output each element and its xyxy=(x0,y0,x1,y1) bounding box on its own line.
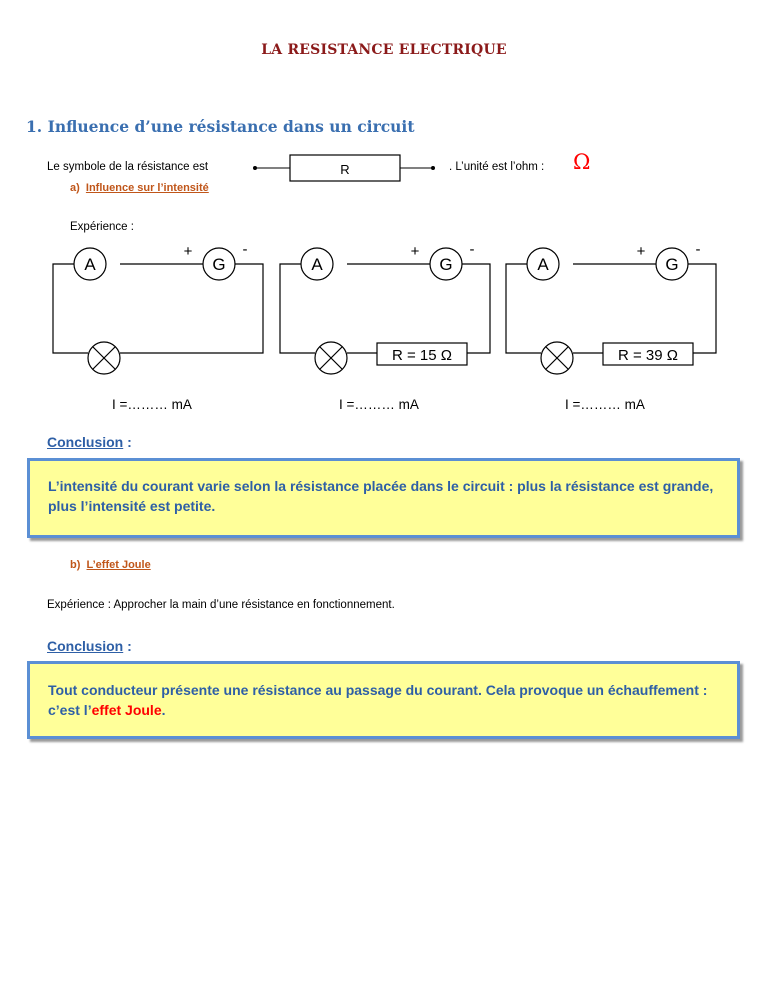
plus-terminal: + xyxy=(410,243,420,260)
conclusion-b-text-before: Tout conducteur présente une résistance au passage du courant. Cela provoque un échauffement : c’est l’ xyxy=(48,682,708,718)
conclusion-a-colon: : xyxy=(123,434,132,450)
subsection-b-label: L’effet Joule xyxy=(86,559,151,571)
resistor-symbol xyxy=(250,150,450,182)
current-readout-1: I =……… mA xyxy=(112,397,192,412)
ohm-symbol: Ω xyxy=(573,150,591,174)
conclusion-b-heading xyxy=(47,638,132,654)
experience-label: Expérience : xyxy=(70,221,134,233)
generator-label: G xyxy=(665,255,679,274)
minus-terminal: - xyxy=(242,241,248,258)
conclusion-a-text: L’intensité du courant varie selon la résistance placée dans le circuit : plus la résistance est grande, plus l’intensité est petite. xyxy=(48,478,714,514)
subsection-a-heading xyxy=(70,182,209,194)
generator-label: G xyxy=(212,255,226,274)
section-heading: 1. Influence d’une résistance dans un circuit xyxy=(26,117,415,136)
conclusion-a-heading xyxy=(47,434,132,450)
subsection-a-label: Influence sur l’intensité xyxy=(85,182,209,194)
plus-terminal: + xyxy=(183,243,193,260)
current-readout-2: I =……… mA xyxy=(339,397,419,412)
ammeter-label: A xyxy=(311,255,323,274)
minus-terminal: - xyxy=(695,241,701,258)
conclusion-a-label: Conclusion xyxy=(47,434,124,450)
resistor-value-2: R = 39 Ω xyxy=(618,347,678,364)
page-title: LA RESISTANCE ELECTRIQUE xyxy=(261,42,507,58)
circuits-diagram xyxy=(40,238,730,418)
experience-b-text: Expérience : Approcher la main d’une résistance en fonctionnement. xyxy=(47,599,395,611)
circuit-2 xyxy=(280,241,490,412)
unit-text: . L’unité est l’ohm : xyxy=(449,161,545,173)
conclusion-b-text xyxy=(48,680,719,720)
generator-label: G xyxy=(439,255,453,274)
conclusion-b-text-after: . xyxy=(161,702,166,718)
plus-terminal: + xyxy=(636,243,646,260)
conclusion-b-colon: : xyxy=(123,638,132,654)
subsection-b-letter: b) xyxy=(70,559,81,571)
effet-joule-highlight: effet Joule xyxy=(91,702,162,718)
symbol-intro-text: Le symbole de la résistance est xyxy=(47,161,209,173)
conclusion-b-box xyxy=(27,661,740,739)
minus-terminal: - xyxy=(469,241,475,258)
resistor-value-1: R = 15 Ω xyxy=(392,347,452,364)
ammeter-label: A xyxy=(537,255,549,274)
circuit-1 xyxy=(53,241,263,412)
circuit-3 xyxy=(506,241,716,412)
current-readout-3: I =……… mA xyxy=(565,397,645,412)
resistor-symbol-label: R xyxy=(340,162,350,177)
subsection-b-heading xyxy=(70,559,151,571)
conclusion-a-box xyxy=(27,458,740,538)
conclusion-b-label: Conclusion xyxy=(47,638,124,654)
ammeter-label: A xyxy=(84,255,96,274)
subsection-a-letter: a) xyxy=(70,182,80,194)
